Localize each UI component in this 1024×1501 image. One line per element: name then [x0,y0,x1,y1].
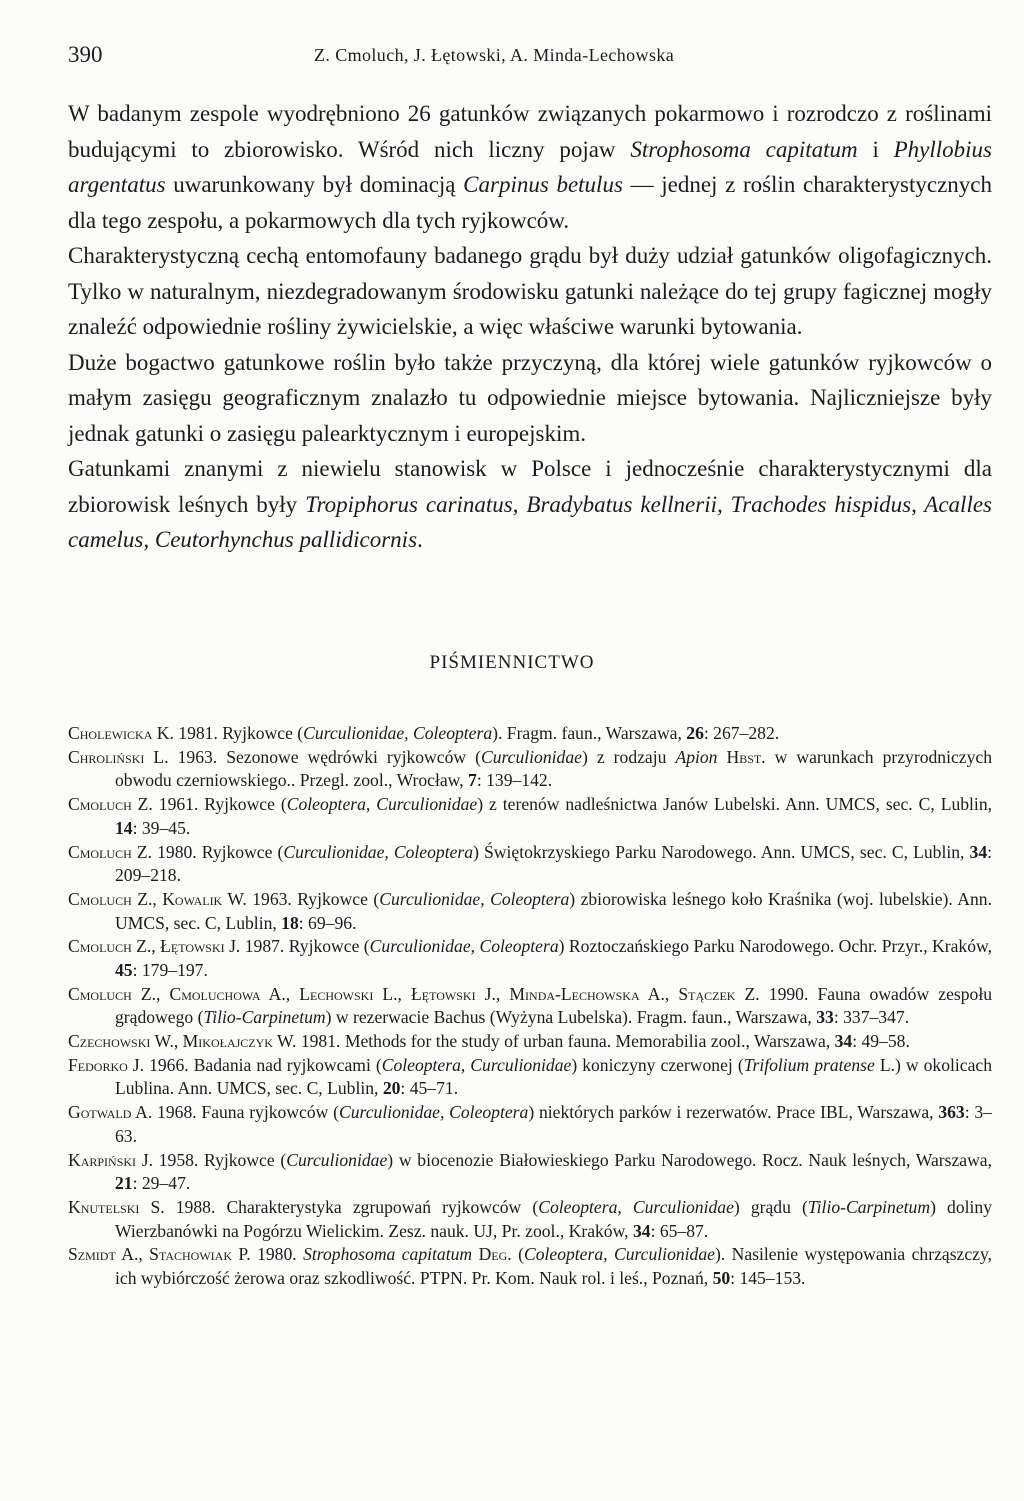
reference-text: Deg. [478,1244,512,1265]
reference-author: Fedorko J. [68,1054,145,1075]
reference-text: Tilio-Carpinetum [807,1196,931,1217]
reference-item [68,1054,992,1101]
reference-text: : 65–87. [650,1220,709,1241]
reference-item [68,841,992,888]
reference-text: ) doliny Wierzbanówki na Pogórzu Wielickim. Zesz. nauk. UJ, Pr. zool., Kraków, [115,1196,992,1241]
reference-text: 34 [632,1220,651,1241]
reference-text: ) w biocenozie Białowieskiego Parku Narodowego. Rocz. Nauk leśnych, Warszawa, [387,1149,992,1170]
reference-text: Coleoptera, Curculionidae [523,1244,715,1265]
reference-text: 1981. Ryjkowce ( [173,723,304,743]
paragraph-2: Charakterystyczną cechą entomofauny badanego grądu był duży udział gatunków oligofagicznych. Tylko w naturalnym, niezdegradowanym środowisku gatunki należące do tej grupy fagicznej mogły znaleźć odpowiednie rośliny żywicielskie, a więc właściwe warunki bytowania. [68,243,992,339]
reference-author: Cmoluch Z. [68,841,152,862]
reference-text: 1968. Fauna ryjkowców ( [152,1102,339,1123]
reference-text: 1966. Badania nad ryjkowcami ( [144,1054,382,1075]
reference-text: Coleoptera, Curculionidae [286,794,478,815]
reference-text: 18 [281,912,299,933]
reference-author: Cmoluch Z., Cmoluchowa A., Lechowski L., Łętowski J., Minda-Lechowska A., Stączek Z. [68,983,760,1004]
reference-author: Gotwald A. [68,1102,153,1123]
reference-text: Coleoptera, Curculionidae [538,1196,734,1217]
reference-item [68,1149,992,1196]
reference-text: L.) w okolicach Lublina. Ann. UMCS, sec. C, Lublin, [115,1054,993,1099]
reference-text: 1980. Ryjkowce ( [152,841,284,862]
reference-text: : 179–197. [132,959,208,980]
body-text [68,96,992,558]
reference-text: : 69–96. [298,912,357,933]
reference-text: 34 [834,1031,853,1052]
paragraph-4 [68,451,992,558]
reference-author: Cmoluch Z. [68,794,153,815]
reference-author: Karpiński J. [68,1149,154,1170]
p1-text-a: W badanym zespole wyodrębniono 26 gatunków związanych pokarmowo i rozrodczo z roślinami budującymi to zbiorowisko. Wśród nich liczny pojaw [68,101,992,162]
reference-text: Apion [675,746,718,767]
reference-text: 1987. Ryjkowce ( [240,936,370,957]
reference-text: 1981. Methods for the study of urban fauna. Memorabilia zool., Warszawa, [296,1031,835,1052]
p1-species-phyllobius: Phyllobius argentatus [68,136,993,197]
reference-text: ). Fragm. faun., Warszawa, [492,723,687,743]
reference-text: Tilio-Carpinetum [203,1007,326,1028]
reference-text: ) niektórych parków i rezerwatów. Prace IBL, Warszawa, [528,1102,939,1123]
reference-text: : 267–282. [703,723,780,743]
reference-author: Chroliński L. [68,746,169,767]
reference-author: Czechowski W., Mikołajczyk W. [68,1031,297,1052]
reference-text: Curculionidae, Coleoptera [283,841,474,862]
references-title: PIŚMIENNICTWO [429,652,595,673]
reference-item [68,746,992,793]
p4-text-a: Gatunkami znanymi z niewielu stanowisk w Polsce i jednocześnie charakterystycznymi dla zbiorowisk leśnych były [68,456,992,517]
reference-item [68,888,992,935]
reference-text: ) w rezerwacie Bachus (Wyżyna Lubelska). Fragm. faun., Warszawa, [325,1007,817,1028]
reference-text: Strophosoma capitatum [303,1244,473,1265]
paragraph-3: Duże bogactwo gatunkowe roślin było także przyczyną, dla której wiele gatunków ryjkowców o małym zasięgu geograficznym znalazło tu odpowiednie miejsce bytowania. Najliczniejsze były jednak gatunki o zasięgu palearktycznym i europejskim. [68,349,992,446]
reference-item [68,983,992,1030]
reference-text: 14 [115,817,133,838]
p1-species-strophosoma: Strophosoma capitatum [630,136,858,162]
p4-species-list: Tropiphorus carinatus, Bradybatus kellnerii, Trachodes hispidus, Acalles camelus, Ceutorhynchus pallidicornis [68,491,992,552]
reference-text [717,747,726,767]
reference-text: 363 [938,1102,965,1123]
reference-item [68,722,992,746]
reference-text: w warunkach przyrodniczych obwodu czerniowskiego.. Przegl. zool., Wrocław, [115,746,993,791]
reference-text: : 337–347. [833,1007,910,1028]
reference-text: Hbst. [726,746,766,767]
reference-text: ) zbiorowiska leśnego koło Kraśnika (woj. lubelskie). Ann. UMCS, sec. C, Lublin, [115,888,993,933]
reference-text: 7 [468,770,477,791]
reference-text: 1988. Charakterystyka zgrupowań ryjkowców ( [164,1196,539,1217]
reference-text: ) z rodzaju [581,746,676,767]
reference-text: 1980. [250,1244,304,1265]
running-head: Z. Cmoluch, J. Łętowski, A. Minda-Lechowska [314,45,675,65]
reference-item [68,1243,992,1290]
reference-text: : 3–63. [115,1102,992,1146]
reference-author: Cmoluch Z., Łętowski J. [68,936,241,957]
reference-item [68,1101,992,1148]
reference-text: : 139–142. [476,770,553,791]
reference-text: Curculionidae [286,1149,388,1170]
reference-author: Szmidt A., Stachowiak P. [68,1244,251,1265]
reference-text: Trifolium pratense [743,1054,875,1075]
reference-text: 1958. Ryjkowce ( [153,1149,287,1170]
reference-text: 50 [712,1267,731,1288]
page-header [68,42,992,72]
reference-text: 1963. Ryjkowce ( [246,888,380,909]
reference-item [68,1030,992,1054]
references-list [68,722,992,1291]
reference-text: 21 [115,1173,133,1194]
reference-text: Curculionidae, Coleoptera [338,1102,529,1123]
paragraph-1 [68,96,992,238]
reference-author: Cholewicka K. [68,723,174,743]
reference-text: 34 [969,841,988,862]
reference-text: ). Nasilenie występowania chrząszczy, ich wybiórczość żerowa oraz szkodliwość. PTPN. Pr. Kom. Nauk rol. i leś., Poznań, [115,1244,993,1288]
page-number: 390 [68,42,103,67]
reference-text: ) Świętokrzyskiego Parku Narodowego. Ann. UMCS, sec. C, Lublin, [473,841,970,862]
reference-text: 45 [115,959,133,980]
reference-text: 1990. Fauna owadów zespołu grądowego ( [115,983,993,1028]
reference-author: Cmoluch Z., Kowalik W. [68,888,247,909]
reference-text: ) koniczyny czerwonej ( [571,1054,744,1075]
reference-author: Knutelski S. [68,1196,165,1217]
reference-text: ( [511,1244,524,1265]
reference-item [68,935,992,982]
reference-text: : 45–71. [400,1078,459,1099]
reference-text: Curculionidae, Coleoptera [303,723,493,743]
p1-text-e: uwarunkowany był dominacją [165,172,464,197]
reference-text: Curculionidae, Coleoptera [379,888,570,909]
reference-text: : 39–45. [132,817,191,838]
reference-text: : 145–153. [730,1267,806,1288]
reference-text: Curculionidae [480,746,582,767]
reference-text: 26 [686,723,704,743]
reference-text: ) grądu ( [733,1196,808,1217]
reference-text: : 29–47. [132,1173,191,1194]
reference-text: Coleoptera, Curculionidae [381,1054,572,1075]
reference-text: Curculionidae, Coleoptera [369,936,559,957]
reference-text: 1961. Ryjkowce ( [152,794,287,815]
reference-item [68,793,992,840]
p1-species-carpinus: Carpinus betulus [463,172,623,197]
reference-text: ) z terenów nadleśnictwa Janów Lubelski. Ann. UMCS, sec. C, Lublin, [477,794,993,815]
p1-text-c: i [857,136,894,162]
reference-text: 1963. Sezonowe wędrówki ryjkowców ( [168,746,481,767]
reference-text: : 49–58. [852,1031,910,1052]
reference-text: 33 [816,1007,834,1028]
reference-text: : 209–218. [115,841,993,886]
p1-text-g: — jednej z roślin charakterystycznych dla tego zespołu, a pokarmowych dla tych ryjkowców. [68,172,993,233]
p4-text-c: . [417,527,423,552]
reference-item [68,1196,992,1243]
reference-text: 20 [382,1078,401,1099]
reference-text: ) Roztoczańskiego Parku Narodowego. Ochr. Przyr., Kraków, [558,936,992,957]
